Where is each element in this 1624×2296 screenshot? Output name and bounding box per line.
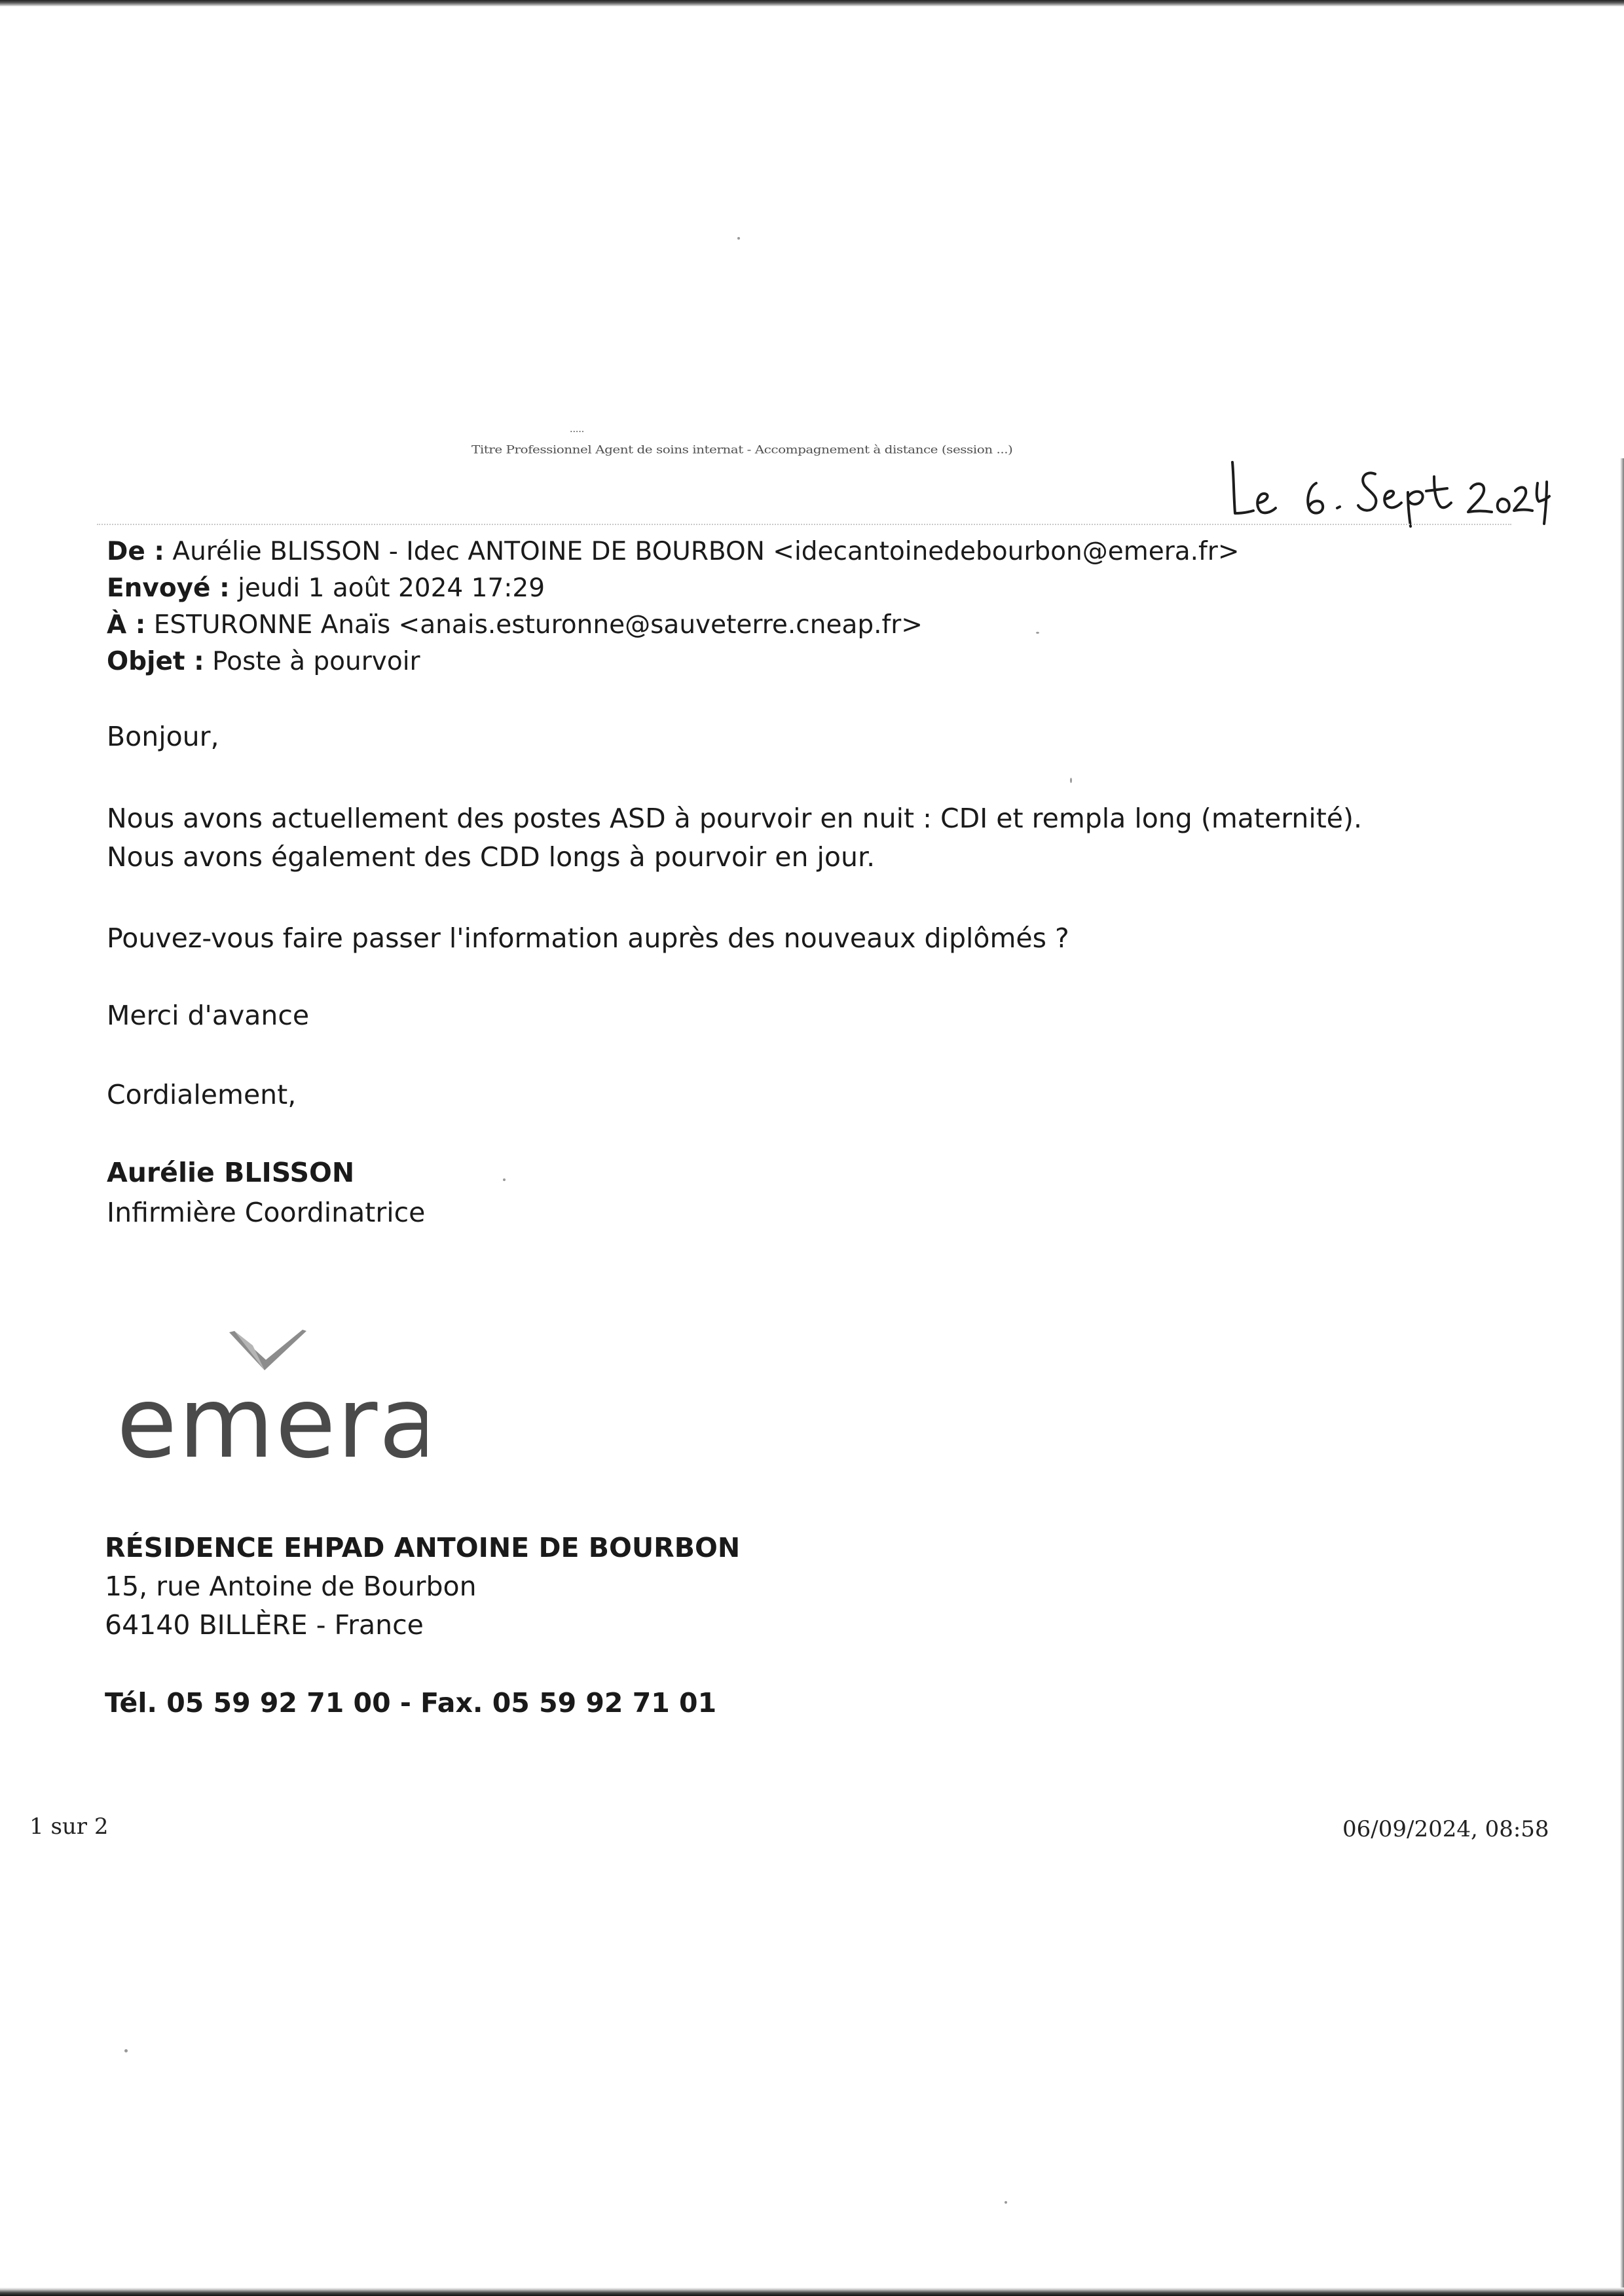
from-value: Aurélie BLISSON - Idec ANTOINE DE BOURBON <idecantoinedebourbon@emera.fr> xyxy=(172,537,1240,566)
address-street: 15, rue Antoine de Bourbon xyxy=(105,1571,477,1602)
email-subject-row xyxy=(107,644,1240,680)
scan-speck xyxy=(124,2049,128,2052)
from-label: De : xyxy=(107,537,164,566)
to-value: ESTURONNE Anaïs <anais.esturonne@sauveterre.cneap.fr> xyxy=(153,610,923,640)
emera-logo-mark xyxy=(113,1319,427,1470)
garbled-header-fragment: ..... xyxy=(570,424,585,435)
email-to-row xyxy=(107,607,1240,644)
garbled-header-line: Titre Professionnel Agent de soins internat - Accompagnement à distance (session ...) xyxy=(471,443,1013,456)
residence-name: RÉSIDENCE EHPAD ANTOINE DE BOURBON xyxy=(105,1532,741,1563)
sent-label: Envoyé : xyxy=(107,574,230,603)
email-from-row xyxy=(107,534,1240,570)
scan-speck xyxy=(1005,2201,1007,2204)
greeting: Bonjour, xyxy=(107,721,219,752)
signature-name: Aurélie BLISSON xyxy=(107,1157,355,1188)
scan-edge-bottom xyxy=(0,2287,1624,2296)
svg-text:emera: emera xyxy=(117,1366,427,1470)
body-para2: Pouvez-vous faire passer l'information auprès des nouveaux diplômés ? xyxy=(107,922,1069,954)
print-timestamp: 06/09/2024, 08:58 xyxy=(1342,1816,1549,1842)
page-number: 1 sur 2 xyxy=(29,1813,109,1840)
thanks-line: Merci d'avance xyxy=(107,1000,310,1031)
subject-label: Objet : xyxy=(107,647,204,676)
address-city: 64140 BILLÈRE - France xyxy=(105,1609,424,1641)
closing-line: Cordialement, xyxy=(107,1079,297,1110)
handwritten-date xyxy=(1225,450,1552,529)
sent-value: jeudi 1 août 2024 17:29 xyxy=(238,574,545,603)
phone-fax: Tél. 05 59 92 71 00 - Fax. 05 59 92 71 01 xyxy=(105,1687,717,1719)
signature-role: Infirmière Coordinatrice xyxy=(107,1197,426,1228)
handwritten-date-drawing xyxy=(1225,450,1552,529)
emera-logo xyxy=(113,1319,427,1470)
scan-speck xyxy=(503,1178,506,1181)
body-para1-line2: Nous avons également des CDD longs à pourvoir en jour. xyxy=(107,841,876,873)
subject-value: Poste à pourvoir xyxy=(212,647,420,676)
to-label: À : xyxy=(107,610,146,640)
email-sent-row xyxy=(107,570,1240,607)
header-divider xyxy=(97,524,1511,526)
svg-text:Le 6. Sept 2024: Le 6. Sept 2024 xyxy=(1225,450,1230,451)
scan-edge-right xyxy=(1620,458,1624,2291)
address-block xyxy=(105,1529,740,1722)
scan-speck xyxy=(1070,778,1072,783)
scan-edge-top xyxy=(0,0,1624,7)
email-header xyxy=(107,534,1240,680)
scan-speck xyxy=(1036,632,1039,634)
body-para1-line1: Nous avons actuellement des postes ASD à pourvoir en nuit : CDI et rempla long (maternité). xyxy=(107,803,1363,834)
scan-speck xyxy=(737,237,740,240)
